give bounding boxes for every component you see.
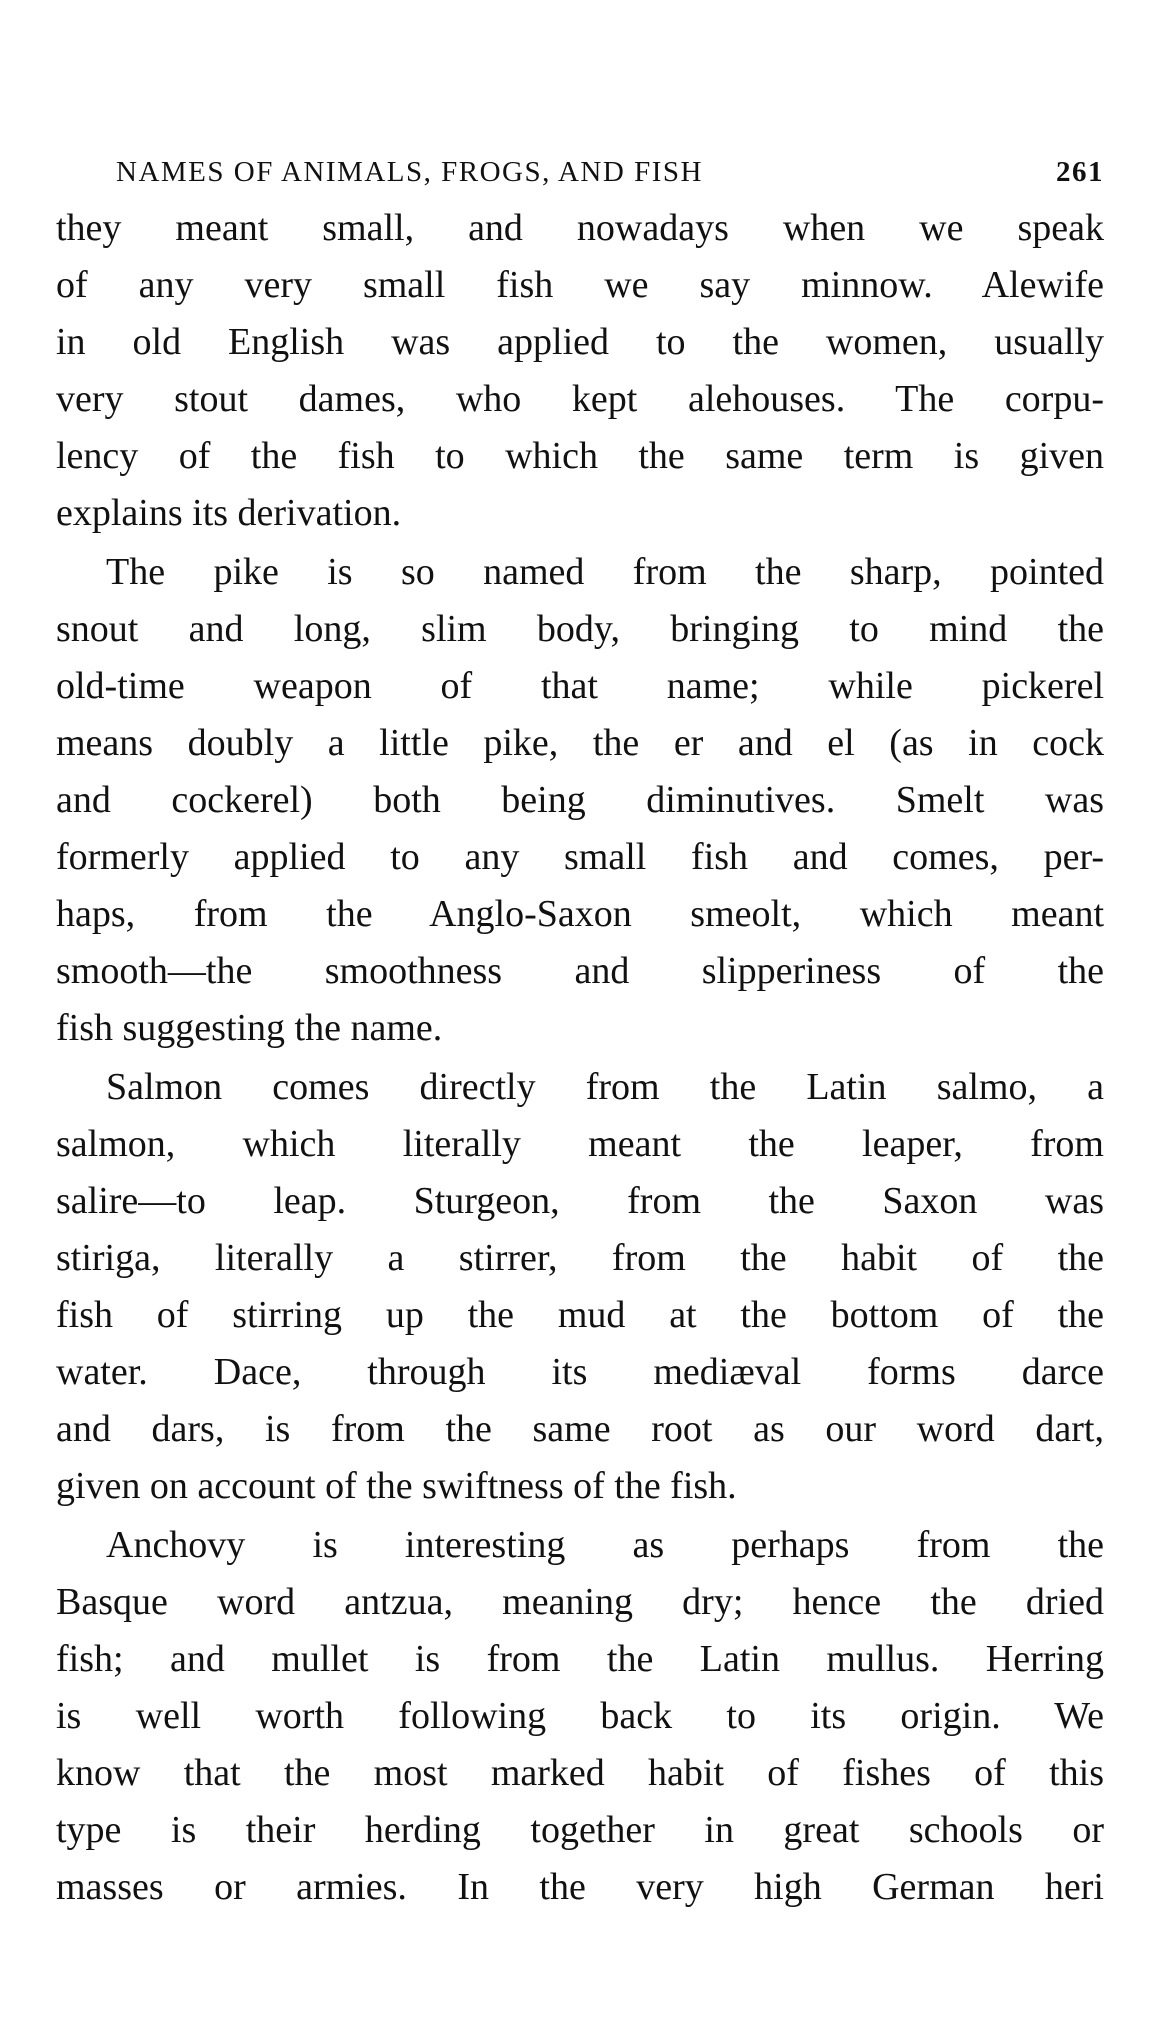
text-line: Salmon comes directly from the Latin salmo, a — [106, 1066, 1104, 1108]
text-line: snout and long, slim body, bringing to mind the — [56, 608, 1104, 650]
text-line: fish of stirring up the mud at the bottom of the — [56, 1294, 1104, 1336]
running-title: NAMES OF ANIMALS, FROGS, AND FISH — [116, 156, 703, 188]
text-line: is well worth following back to its origin. We — [56, 1695, 1104, 1737]
text-line: smooth—the smoothness and slipperiness of the — [56, 950, 1104, 992]
text-line: means doubly a little pike, the er and el (as in cock — [56, 722, 1104, 764]
text-line: salire—to leap. Sturgeon, from the Saxon was — [56, 1180, 1104, 1222]
text-line: Basque word antzua, meaning dry; hence the dried — [56, 1581, 1104, 1623]
text-line: and cockerel) both being diminutives. Smelt was — [56, 779, 1104, 821]
paragraph — [56, 200, 1104, 542]
text-line: know that the most marked habit of fishes of this — [56, 1752, 1104, 1794]
text-line: haps, from the Anglo-Saxon smeolt, which meant — [56, 893, 1104, 935]
body-text — [56, 200, 1104, 1916]
text-line: they meant small, and nowadays when we speak — [56, 207, 1104, 249]
text-line: of any very small fish we say minnow. Alewife — [56, 264, 1104, 306]
text-line: Anchovy is interesting as perhaps from the — [106, 1524, 1104, 1566]
book-page — [56, 150, 1104, 1916]
text-line: masses or armies. In the very high German heri — [56, 1866, 1104, 1908]
paragraph — [56, 1059, 1104, 1515]
text-line: type is their herding together in great schools or — [56, 1809, 1104, 1851]
text-line: in old English was applied to the women, usually — [56, 321, 1104, 363]
paragraph — [56, 544, 1104, 1057]
text-line: and dars, is from the same root as our word dart, — [56, 1408, 1104, 1450]
page-number: 261 — [1056, 156, 1104, 188]
text-line: formerly applied to any small fish and comes, per- — [56, 836, 1104, 878]
text-line: very stout dames, who kept alehouses. The corpu- — [56, 378, 1104, 420]
running-head — [56, 150, 1104, 194]
text-line: water. Dace, through its mediæval forms darce — [56, 1351, 1104, 1393]
paragraph — [56, 1517, 1104, 1916]
text-line: stiriga, literally a stirrer, from the habit of the — [56, 1237, 1104, 1279]
text-line: The pike is so named from the sharp, pointed — [106, 551, 1104, 593]
text-line: fish suggesting the name. — [56, 1007, 443, 1049]
text-line: explains its derivation. — [56, 492, 402, 534]
text-line: lency of the fish to which the same term is given — [56, 435, 1104, 477]
text-line: salmon, which literally meant the leaper, from — [56, 1123, 1104, 1165]
text-line: given on account of the swiftness of the fish. — [56, 1465, 737, 1507]
text-line: old-time weapon of that name; while pickerel — [56, 665, 1104, 707]
text-line: fish; and mullet is from the Latin mullus. Herring — [56, 1638, 1104, 1680]
